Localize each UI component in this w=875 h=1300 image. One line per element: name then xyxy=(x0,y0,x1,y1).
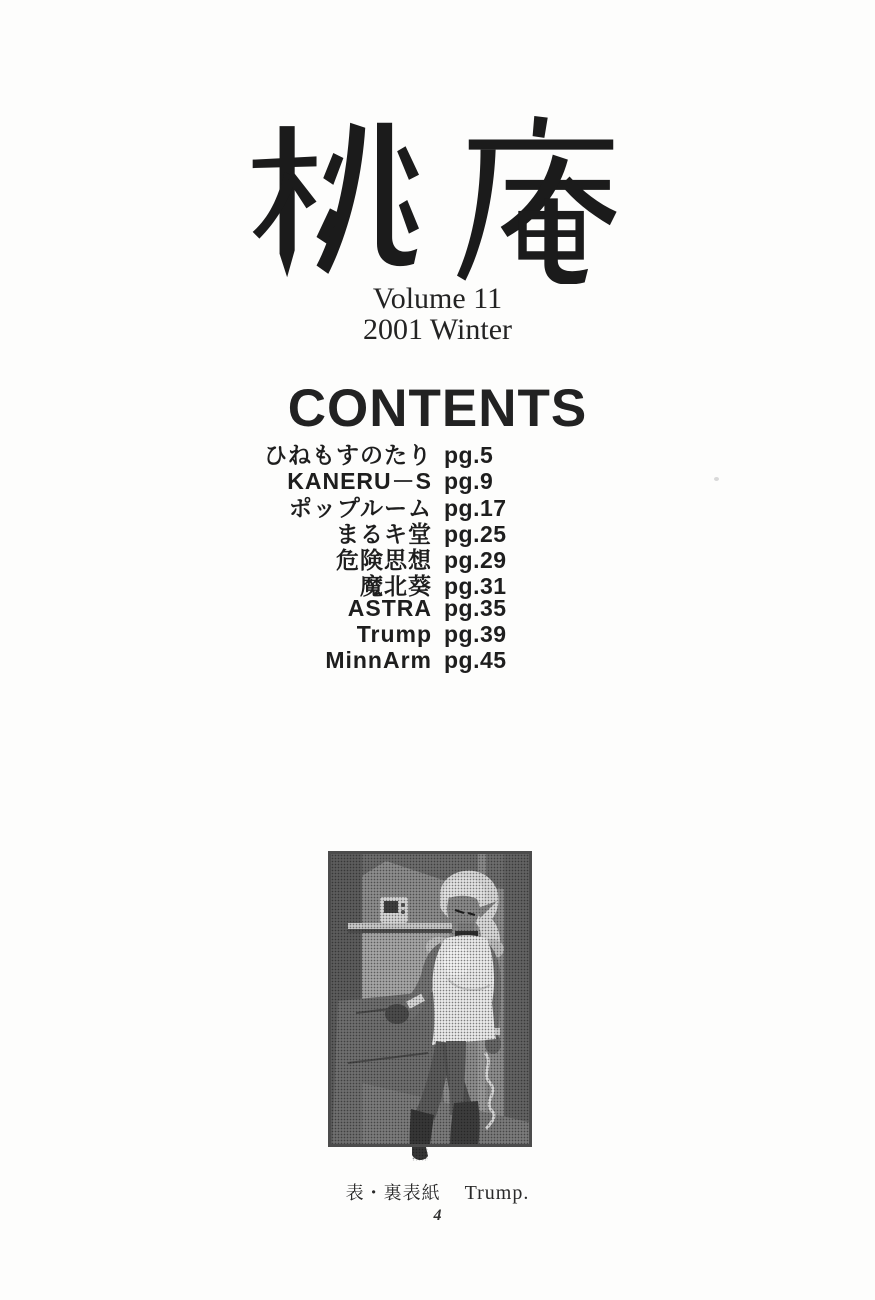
contents-heading: CONTENTS xyxy=(287,379,588,438)
toc-entry-page: pg.35 xyxy=(444,594,507,621)
toc-entry-title: まるキ堂 xyxy=(336,520,432,547)
scan-speck xyxy=(714,477,719,481)
cover-credit-name: Trump. xyxy=(464,1182,530,1204)
season-label: 2001 Winter xyxy=(362,313,513,346)
table-of-contents xyxy=(238,437,568,674)
toc-row xyxy=(238,490,568,521)
cover-credit-line xyxy=(0,1179,875,1205)
toc-entry-title: MinnArm xyxy=(325,647,432,674)
toc-row xyxy=(238,621,568,647)
toc-entry-title: ひねもすのたり xyxy=(264,442,432,468)
toc-entry-page: pg.45 xyxy=(444,647,507,674)
toc-entry-page: pg.9 xyxy=(444,468,494,495)
book-title-text xyxy=(437,116,438,117)
toc-entry-page: pg.31 xyxy=(444,573,507,600)
toc-entry-page: pg.25 xyxy=(444,520,507,547)
kanji-momo-glyph xyxy=(251,116,419,284)
toc-row xyxy=(238,568,568,600)
toc-entry-title: Trump xyxy=(356,621,432,648)
toc-row xyxy=(238,516,568,547)
toc-row xyxy=(238,437,568,468)
halftone-illustration xyxy=(328,851,532,1163)
toc-entry-title: ポップルーム xyxy=(288,494,432,521)
toc-row xyxy=(238,647,568,673)
toc-row xyxy=(238,463,568,495)
toc-entry-page: pg.17 xyxy=(444,494,507,521)
book-title-kanji-art xyxy=(0,116,875,288)
volume-label: Volume 11 xyxy=(372,282,503,315)
cover-credit-label: 表・裏表紙 xyxy=(345,1183,441,1203)
page-number: 4 xyxy=(433,1207,442,1224)
kanji-an-glyph xyxy=(457,116,625,284)
toc-row xyxy=(238,595,568,621)
toc-entry-title: 魔北葵 xyxy=(360,573,432,600)
illustration-art xyxy=(328,851,532,1163)
toc-entry-page: pg.5 xyxy=(444,442,494,468)
toc-entry-title: ASTRA xyxy=(347,594,432,621)
toc-entry-title: KANERU－S xyxy=(287,468,432,495)
toc-entry-page: pg.39 xyxy=(444,621,507,648)
toc-entry-title: 危険思想 xyxy=(336,547,432,574)
toc-entry-page: pg.29 xyxy=(444,547,507,574)
toc-row xyxy=(238,542,568,574)
